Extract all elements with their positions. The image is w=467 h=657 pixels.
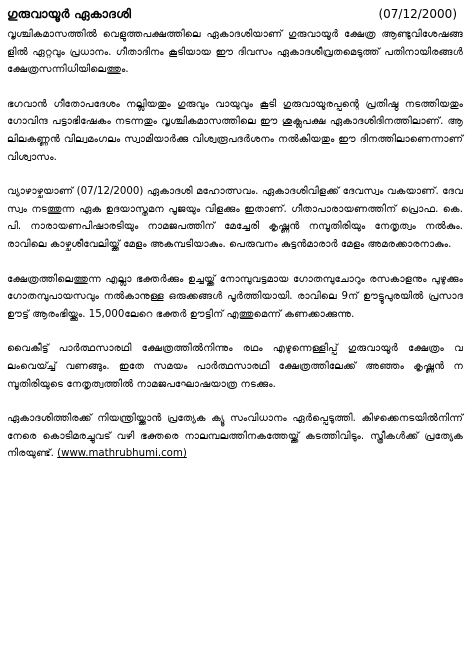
paragraph-4: ക്ഷേത്രത്തിലെത്തുന്ന എല്ലാ ഭക്തര്‍ക്കും ഉച്ചയ്ക്ക് നോമ്പുവട്ടമായ ഗോതമ്പുചോറും രസകാളനും പുഴുക്കും ഗോതമ്പുപായസവും നല്‍കാനുള്ള ഒരുക്കങ്ങള്‍ പൂര്‍ത്തിയായി. രാവിലെ 9ന് ഊട്ടുപുരയില്‍ പ്രസാദഊട്ട് ആരംഭിയ്ക്കും. 15,000ലേറെ ഭക്തര്‍ ഊട്ടിന് എത്തുമെന്ന് കണക്കാക്കുന്നു.: [7, 273, 463, 320]
paragraph-1: വൃശ്ചികമാസത്തില്‍ വെളുത്തപക്ഷത്തിലെ ഏകാദശിയാണ് ഗുരുവായൂര്‍ ക്ഷേത്ര ആണ്ടുവിശേഷങ്ങളില്‍ ഏറ്റവും പ്രധാനം. ഗീതാദിനം കൂടിയായ ഈ ദിവസം ഏകാദശീവ്രതമെടുത്ത് പതിനായിരങ്ങള്‍ ക്ഷേത്രസന്നിധിയിലെത്തും.: [7, 29, 463, 76]
article-header: [7, 6, 463, 24]
paragraph-2: ഭഗവാന്‍ ഗീതോപദേശം നല്ലിയതും ഗുരുവും വായുവും കൂടി ഗുരുവായൂരപ്പന്റെ പ്രതിഷ്ഠ നടത്തിയതും ഗോവിന്ദ പട്ടാഭിഷേകം നടന്നതും വൃശ്ചികമാസത്തിലെ ഈ ശുക്ലപക്ഷ ഏകാദശിദിനത്തിലാണ്. ആലിലകണ്ണന്‍ വില്വമംഗലം സ്വാമിയാര്‍ക്കു വിശ്വരൂപദര്‍ശനം നല്‍കിയതും ഈ ദിനത്തിലാണെന്നാണ് വിശ്വാസം.: [7, 98, 463, 163]
article-date: (07/12/2000): [378, 7, 457, 21]
article-title: ഗുരുവായൂര്‍ ഏകാദശി: [7, 6, 132, 21]
paragraph-6: [7, 410, 463, 463]
source-link[interactable]: (www.mathrubhumi.com): [57, 448, 187, 460]
paragraph-3: വ്യാഴാഴ്ചയാണ് (07/12/2000) ഏകാദശി മഹോത്സവം. ഏകാദശിവിളക്ക് ദേവസ്വം വകയാണ്. ദേവസ്വം നടത്തുന്ന ഏക ഉദയാസ്തമന പൂജയും വിളക്കും ഇതാണ്. ഗീതാപാരായണത്തിന് പ്രൊഫ. കെ.പി. നാരായണപിഷാരടിയും നാമജപത്തിന് മേച്ചേരി കൃഷ്ണന്‍ നമ്പൂതിരിയും നേതൃത്വം നല്‍കും. രാവിലെ കാഴ്ചശീവേലിയ്ക്ക് മേളം അകമ്പടിയാകും. പെരുവനം കുട്ടന്‍മാരാര്‍ മേളം അമരക്കാരനാകും.: [7, 186, 463, 250]
paragraph-5: വൈകീട്ട് പാര്‍ത്ഥസാരഥി ക്ഷേത്രത്തില്‍നിന്നും രഥം എഴുന്നെള്ളിപ്പ് ഗുരുവായൂര്‍ ക്ഷേത്രം വലംവെയ്ച്ച് വണങ്ങും. ഇതേ സമയം പാര്‍ത്ഥസാരഥി ക്ഷേത്രത്തിലേക്ക് അഞ്ഞം കൃഷ്ണന്‍ നമ്പൂതിരിയുടെ നേതൃത്വത്തില്‍ നാമജപഘോഷയാത്ര നടക്കും.: [7, 343, 463, 390]
paragraph-6-text: ഏകാദശിത്തിരക്ക് നിയന്ത്രിയ്ക്കാന്‍ പ്രത്യേക ക്യൂ സംവിധാനം ഏര്‍പ്പെടുത്തി. കിഴക്കെനടയില്‍നിന്ന് നേരെ കൊടിമരച്ചുവട് വഴി ഭക്തരെ നാലമ്പലത്തിനകത്തേയ്ക്ക് കടത്തിവിടും. സ്ത്രീകള്‍ക്ക് പ്രത്യേക നിരയുണ്ട്.: [7, 413, 463, 460]
